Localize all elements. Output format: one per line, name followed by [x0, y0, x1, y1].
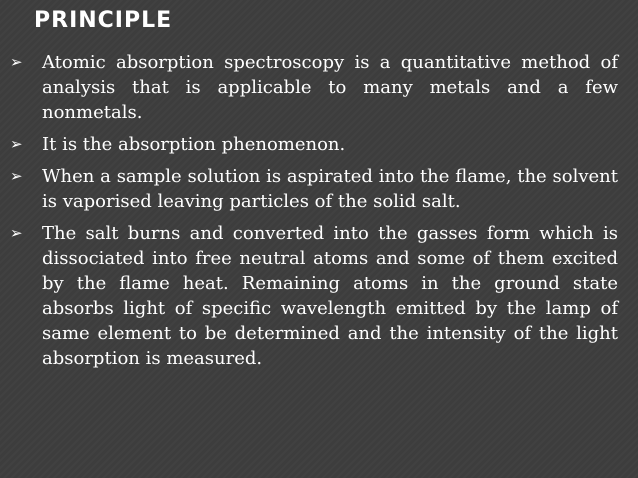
arrow-bullet-icon: ➢ — [10, 53, 23, 71]
bullet-item — [0, 221, 638, 371]
bullet-text: The salt burns and converted into the gasses form which is dissociated into free neutral atoms and some of them excited by the flame heat. Remaining atoms in the ground state absorbs light of specific wavelength emitted by the lamp of same element to be determined and the intensity of the light absorption is measured. — [42, 223, 618, 369]
bullet-text: It is the absorption phenomenon. — [42, 134, 346, 155]
bullet-text: When a sample solution is aspirated into the flame, the solvent is vaporised leaving particles of the solid salt. — [42, 166, 618, 212]
arrow-bullet-icon: ➢ — [10, 224, 23, 242]
arrow-bullet-icon: ➢ — [10, 167, 23, 185]
arrow-bullet-icon: ➢ — [10, 135, 23, 153]
bullet-item — [0, 50, 638, 125]
bullet-item — [0, 132, 638, 157]
bullet-item — [0, 164, 638, 214]
slide-title: PRINCIPLE — [34, 8, 173, 33]
bullet-text: Atomic absorption spectroscopy is a quantitative method of analysis that is applicable to many metals and a few nonmetals. — [42, 52, 618, 123]
bullet-list — [0, 50, 638, 378]
